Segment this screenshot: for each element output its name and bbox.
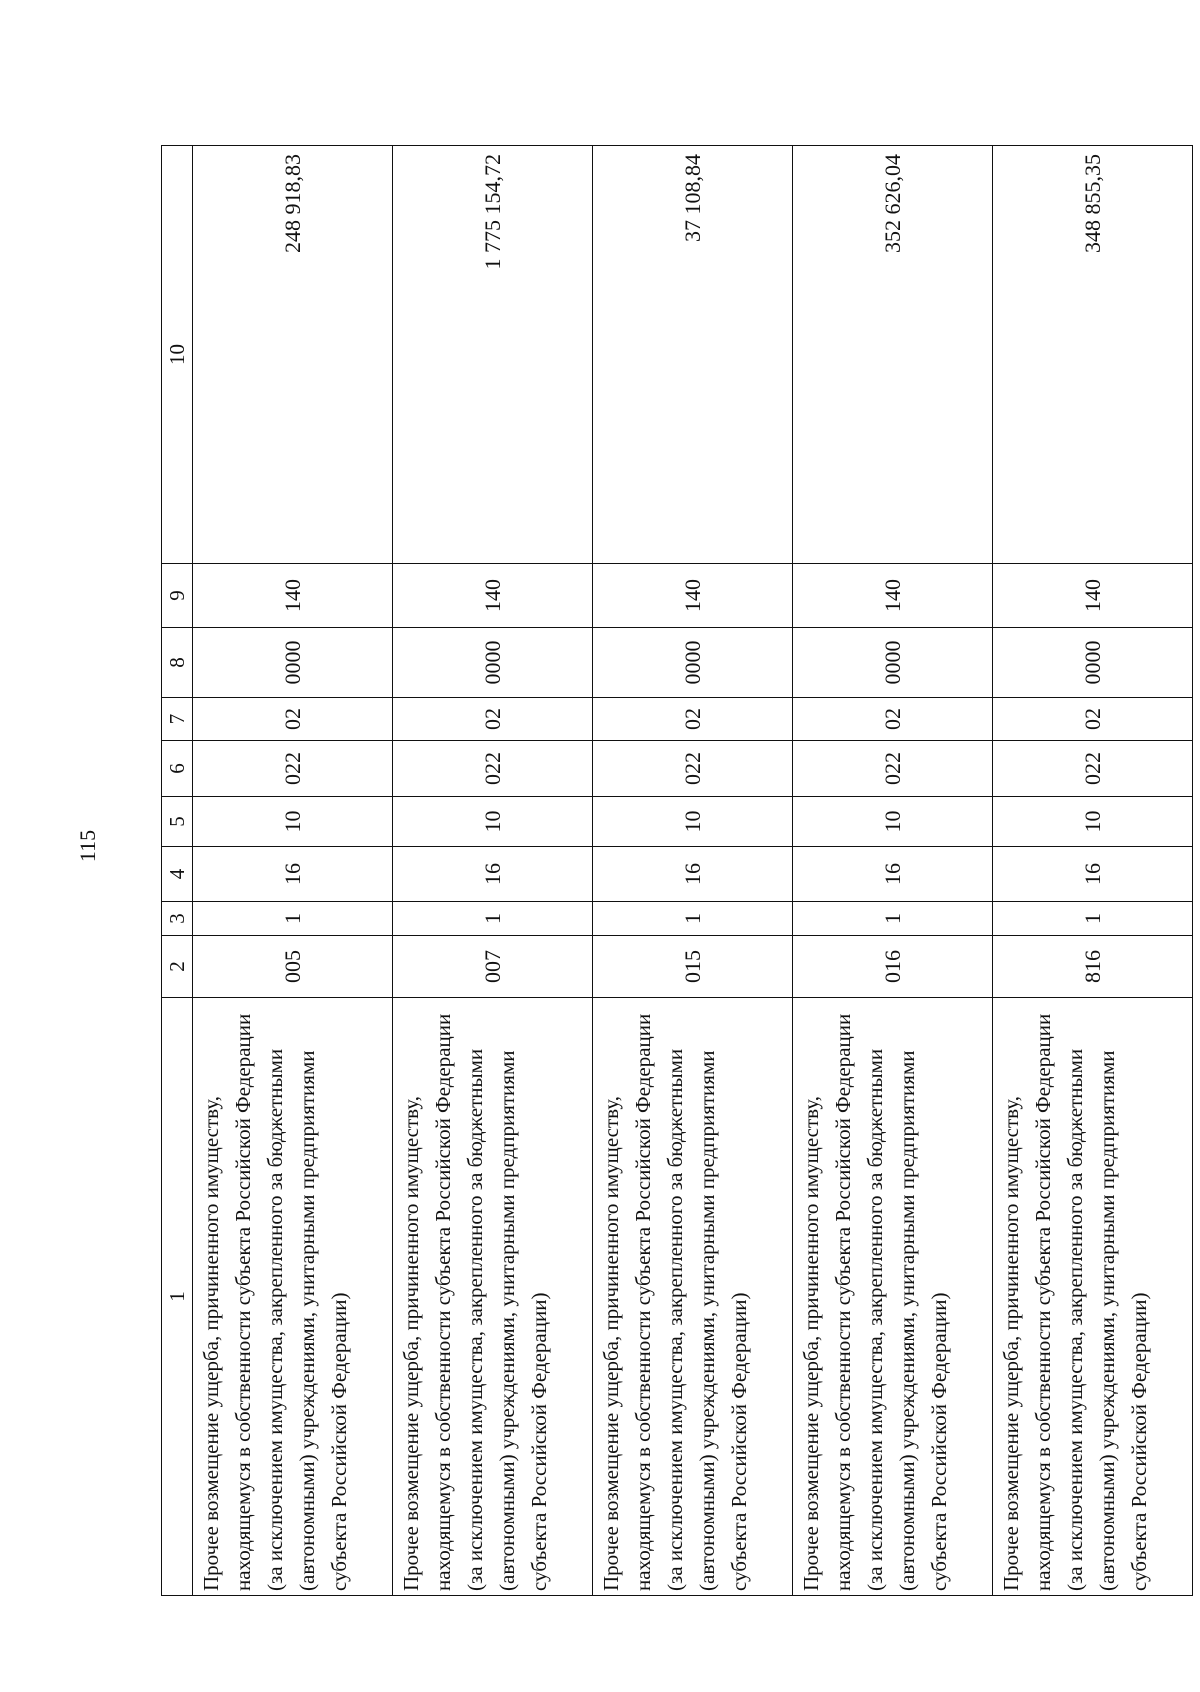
table-row: [593, 146, 793, 1596]
admin-code: 015: [593, 936, 793, 998]
column-header-2: 2: [162, 936, 193, 998]
code-col-7: 02: [993, 698, 1193, 741]
code-col-9: 140: [993, 564, 1193, 628]
table-row: [793, 146, 993, 1596]
column-header-8: 8: [162, 628, 193, 698]
row-description: Прочее возмещение ущерба, причиненного имуществу, находящемуся в собственности субъекта Российской Федерации (за исключением имущества, закрепленного за бюджетными (автономными) учреждениями, унитарными предприятиями субъекта Российской Федерации): [993, 998, 1193, 1596]
code-col-7: 02: [393, 698, 593, 741]
budget-codes-table: [161, 145, 1193, 1596]
admin-code: 005: [193, 936, 393, 998]
code-col-8: 0000: [793, 628, 993, 698]
table-header-row: [162, 146, 193, 1596]
column-header-6: 6: [162, 741, 193, 797]
code-col-5: 10: [393, 797, 593, 847]
amount: 37 108,84: [593, 146, 793, 564]
code-col-6: 022: [793, 741, 993, 797]
row-description: Прочее возмещение ущерба, причиненного имуществу, находящемуся в собственности субъекта Российской Федерации (за исключением имущества, закрепленного за бюджетными (автономными) учреждениями, унитарными предприятиями субъекта Российской Федерации): [193, 998, 393, 1596]
code-col-3: 1: [593, 902, 793, 936]
row-description: Прочее возмещение ущерба, причиненного имуществу, находящемуся в собственности субъекта Российской Федерации (за исключением имущества, закрепленного за бюджетными (автономными) учреждениями, унитарными предприятиями субъекта Российской Федерации): [793, 998, 993, 1596]
code-col-4: 16: [393, 847, 593, 902]
admin-code: 016: [793, 936, 993, 998]
code-col-5: 10: [993, 797, 1193, 847]
code-col-6: 022: [993, 741, 1193, 797]
table-row: [193, 146, 393, 1596]
code-col-7: 02: [193, 698, 393, 741]
code-col-9: 140: [193, 564, 393, 628]
code-col-8: 0000: [993, 628, 1193, 698]
table-row: [993, 146, 1193, 1596]
code-col-4: 16: [993, 847, 1193, 902]
column-header-1: 1: [162, 998, 193, 1596]
amount: 248 918,83: [193, 146, 393, 564]
row-description: Прочее возмещение ущерба, причиненного имуществу, находящемуся в собственности субъекта Российской Федерации (за исключением имущества, закрепленного за бюджетными (автономными) учреждениями, унитарными предприятиями субъекта Российской Федерации): [593, 998, 793, 1596]
column-header-7: 7: [162, 698, 193, 741]
code-col-8: 0000: [393, 628, 593, 698]
column-header-10: 10: [162, 146, 193, 564]
code-col-7: 02: [593, 698, 793, 741]
code-col-5: 10: [593, 797, 793, 847]
code-col-6: 022: [193, 741, 393, 797]
code-col-4: 16: [193, 847, 393, 902]
page-number: 115: [75, 829, 100, 863]
code-col-6: 022: [593, 741, 793, 797]
column-header-3: 3: [162, 902, 193, 936]
code-col-3: 1: [793, 902, 993, 936]
amount: 348 855,35: [993, 146, 1193, 564]
code-col-5: 10: [193, 797, 393, 847]
row-description: Прочее возмещение ущерба, причиненного имуществу, находящемуся в собственности субъекта Российской Федерации (за исключением имущества, закрепленного за бюджетными (автономными) учреждениями, унитарными предприятиями субъекта Российской Федерации): [393, 998, 593, 1596]
column-header-9: 9: [162, 564, 193, 628]
code-col-8: 0000: [593, 628, 793, 698]
code-col-9: 140: [393, 564, 593, 628]
code-col-6: 022: [393, 741, 593, 797]
admin-code: 816: [993, 936, 1193, 998]
code-col-9: 140: [593, 564, 793, 628]
code-col-9: 140: [793, 564, 993, 628]
code-col-3: 1: [993, 902, 1193, 936]
admin-code: 007: [393, 936, 593, 998]
code-col-4: 16: [593, 847, 793, 902]
code-col-5: 10: [793, 797, 993, 847]
table-row: [393, 146, 593, 1596]
column-header-4: 4: [162, 847, 193, 902]
code-col-3: 1: [193, 902, 393, 936]
code-col-8: 0000: [193, 628, 393, 698]
amount: 1 775 154,72: [393, 146, 593, 564]
code-col-3: 1: [393, 902, 593, 936]
code-col-7: 02: [793, 698, 993, 741]
column-header-5: 5: [162, 797, 193, 847]
amount: 352 626,04: [793, 146, 993, 564]
code-col-4: 16: [793, 847, 993, 902]
